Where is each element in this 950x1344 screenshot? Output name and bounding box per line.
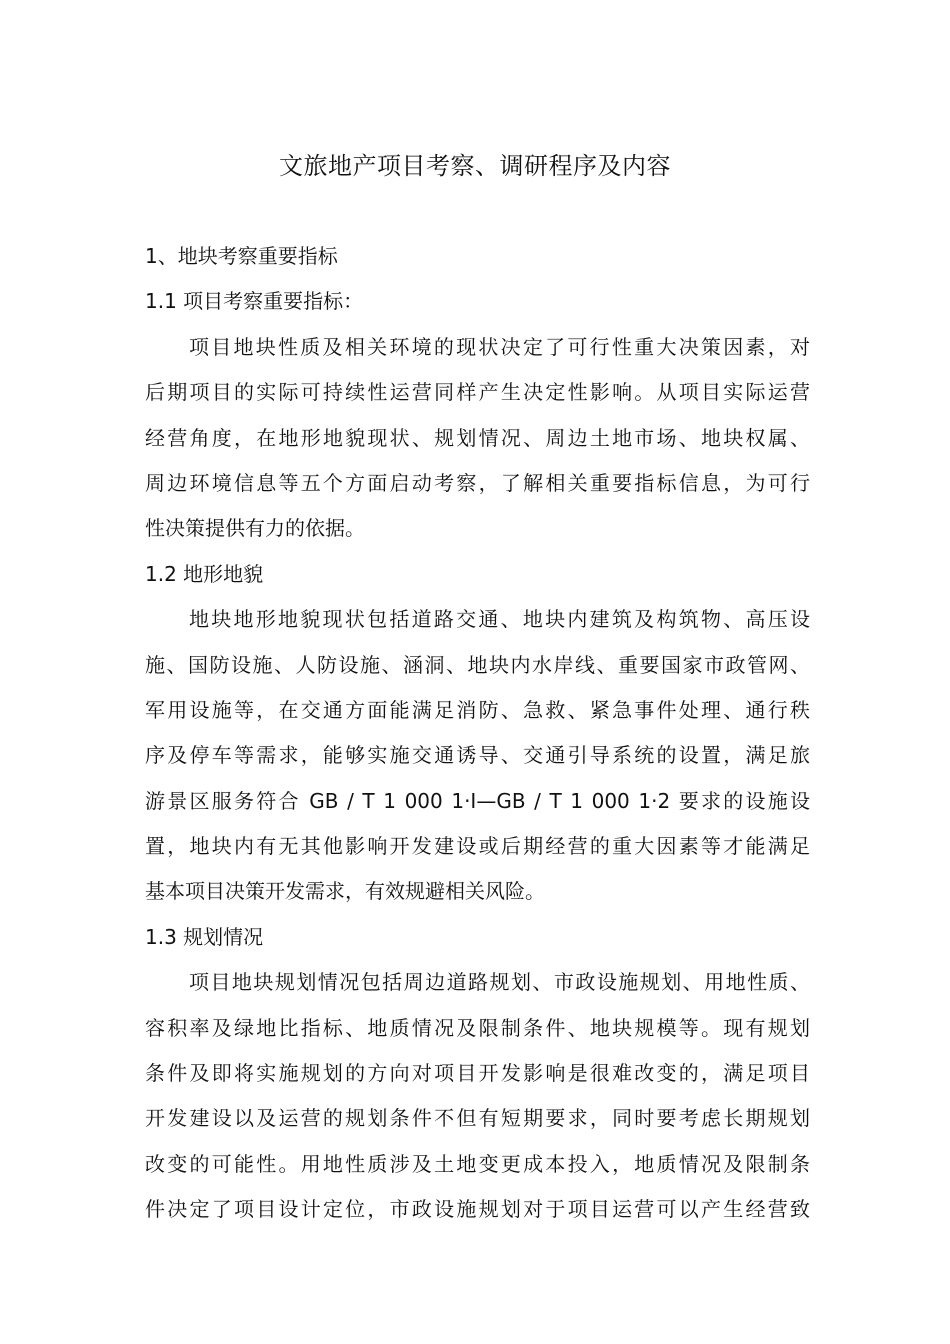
paragraph-line: 件决定了项目设计定位，市政设施规划对于项目运营可以产生经营致 <box>145 1197 810 1222</box>
paragraph-line: 后期项目的实际可持续性运营同样产生决定性影响。从项目实际运营 <box>145 380 810 405</box>
paragraph-line: 项目地块规划情况包括周边道路规划、市政设施规划、用地性质、 <box>189 970 810 995</box>
section-heading: 1.2 地形地貌 <box>145 561 264 586</box>
paragraph-line: 条件及即将实施规划的方向对项目开发影响是很难改变的，满足项目 <box>145 1061 810 1086</box>
paragraph-line: 周边环境信息等五个方面启动考察，了解相关重要指标信息，为可行 <box>145 470 810 495</box>
paragraph-line: 序及停车等需求，能够实施交通诱导、交通引导系统的设置，满足旅 <box>145 743 810 768</box>
document-body <box>145 234 810 1233</box>
section-heading: 1.1 项目考察重要指标： <box>145 289 364 314</box>
paragraph-line: 经营角度，在地形地貌现状、规划情况、周边土地市场、地块权属、 <box>145 425 810 450</box>
paragraph-line: 容积率及绿地比指标、地质情况及限制条件、地块规模等。现有规划 <box>145 1015 810 1040</box>
paragraph-line: 性决策提供有力的依据。 <box>145 516 365 541</box>
paragraph-line: 游景区服务符合 GB / T 1 000 1·I—GB / T 1 000 1·2 要求的设施设 <box>145 788 810 813</box>
paragraph-line: 施、国防设施、人防设施、涵洞、地块内水岸线、重要国家市政管网、 <box>145 652 810 677</box>
document-title: 文旅地产项目考察、调研程序及内容 <box>279 152 671 180</box>
paragraph-line: 置，地块内有无其他影响开发建设或后期经营的重大因素等才能满足 <box>145 834 810 859</box>
paragraph-line: 改变的可能性。用地性质涉及土地变更成本投入，地质情况及限制条 <box>145 1151 810 1176</box>
paragraph-line: 项目地块性质及相关环境的现状决定了可行性重大决策因素，对 <box>189 334 810 359</box>
paragraph-line: 开发建设以及运营的规划条件不但有短期要求，同时要考虑长期规划 <box>145 1106 810 1131</box>
section-heading: 1、地块考察重要指标 <box>145 244 338 268</box>
paragraph-line: 基本项目决策开发需求，有效规避相关风险。 <box>145 879 545 904</box>
paragraph-line: 军用设施等，在交通方面能满足消防、急救、紧急事件处理、通行秩 <box>145 697 810 722</box>
section-heading: 1.3 规划情况 <box>145 924 264 949</box>
paragraph-line: 地块地形地貌现状包括道路交通、地块内建筑及构筑物、高压设 <box>189 607 810 632</box>
